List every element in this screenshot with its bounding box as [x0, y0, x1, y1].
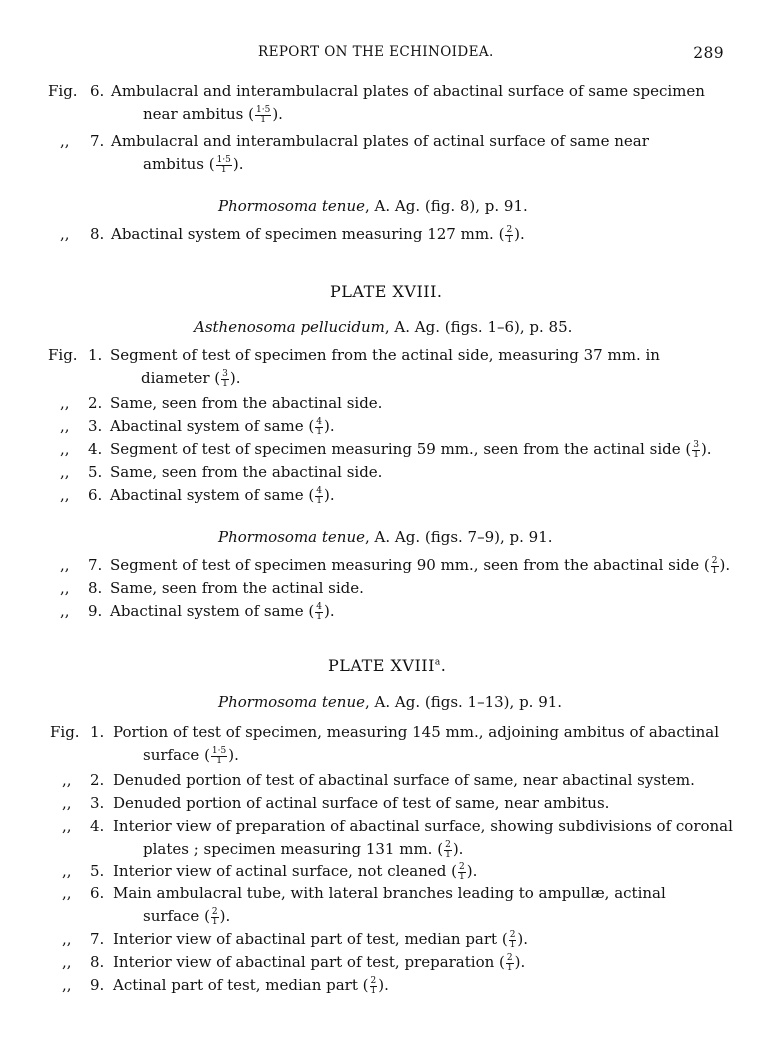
scale-fraction: $\frac{4}{1}$ — [316, 485, 322, 506]
fig-number: 2. — [88, 394, 103, 412]
fig-caption: Abactinal system of same ( $\frac{4}{1}$ ). — [110, 416, 335, 437]
species-heading: Asthenosoma pellucidum, A. Ag. (figs. 1–6), p. 85. — [194, 318, 573, 336]
fig-number: 4. — [90, 817, 105, 835]
page-number: 289 — [693, 44, 724, 62]
ditto-mark: ,, — [60, 440, 70, 458]
fig-number: 2. — [90, 771, 105, 789]
fig-number: 3. — [88, 417, 103, 435]
fig-caption-continued: surface ( $\frac{1\cdot 5}{1}$ ). — [143, 745, 239, 766]
fig-number: 1. — [88, 346, 103, 364]
fig-caption: Segment of test of specimen measuring 90 mm., seen from the abactinal side ( $\frac{2}{1}$ ). — [110, 555, 731, 576]
ditto-mark: ,, — [60, 132, 70, 150]
fig-number: 9. — [88, 602, 103, 620]
fig-number: 6. — [90, 884, 105, 902]
fig-caption-continued: surface ( $\frac{2}{1}$ ). — [143, 906, 231, 927]
fig-caption: Ambulacral and interambulacral plates of abactinal surface of same specimen — [111, 82, 705, 100]
fig-caption: Main ambulacral tube, with lateral branches leading to ampullæ, actinal — [113, 884, 666, 902]
fig-number: 5. — [88, 463, 103, 481]
ditto-mark: ,, — [60, 394, 70, 412]
scale-fraction: $\frac{4}{1}$ — [316, 416, 322, 437]
fig-number: 8. — [90, 225, 105, 243]
ditto-mark: ,, — [62, 794, 72, 812]
scale-fraction: $\frac{2}{1}$ — [509, 929, 516, 950]
scale-fraction: $\frac{2}{1}$ — [506, 224, 513, 245]
fig-caption: Same, seen from the abactinal side. — [110, 394, 383, 412]
fig-caption: Same, seen from the actinal side. — [110, 579, 364, 597]
scale-fraction: $\frac{2}{1}$ — [211, 906, 218, 927]
ditto-mark: ,, — [62, 976, 72, 994]
species-heading: Phormosoma tenue, A. Ag. (fig. 8), p. 91. — [218, 197, 528, 215]
fig-caption-continued: plates ; specimen measuring 131 mm. ( $\frac{2}{1}$ ). — [143, 839, 464, 860]
ditto-mark: ,, — [60, 486, 70, 504]
fig-caption: Abactinal system of specimen measuring 127 mm. ( $\frac{2}{1}$ ). — [111, 224, 525, 245]
fig-caption-continued: ambitus ( $\frac{1\cdot 5}{1}$ ). — [143, 154, 244, 175]
fig-number: 9. — [90, 976, 105, 994]
scale-fraction: $\frac{3}{1}$ — [222, 368, 228, 389]
fig-caption: Actinal part of test, median part ( $\frac{2}{1}$ ). — [113, 975, 389, 996]
ditto-mark: ,, — [62, 862, 72, 880]
fig-caption: Denuded portion of actinal surface of test of same, near ambitus. — [113, 794, 610, 812]
fig-number: 7. — [90, 132, 105, 150]
fig-number: 6. — [90, 82, 105, 100]
fig-caption: Interior view of actinal surface, not cleaned ( $\frac{2}{1}$ ). — [113, 861, 478, 882]
scale-fraction: $\frac{3}{1}$ — [693, 439, 699, 460]
fig-label: Fig. — [50, 723, 80, 741]
scale-fraction: $\frac{2}{1}$ — [458, 861, 465, 882]
scale-fraction: $\frac{2}{1}$ — [506, 952, 513, 973]
fig-number: 7. — [90, 930, 105, 948]
ditto-mark: ,, — [60, 556, 70, 574]
fig-label: Fig. — [48, 82, 78, 100]
scale-fraction: $\frac{1\cdot 5}{1}$ — [256, 104, 271, 125]
ditto-mark: ,, — [60, 579, 70, 597]
scale-fraction: $\frac{1\cdot 5}{1}$ — [216, 154, 231, 175]
fig-caption-continued: diameter ( $\frac{3}{1}$ ). — [141, 368, 241, 389]
fig-number: 3. — [90, 794, 105, 812]
scale-fraction: $\frac{1\cdot 5}{1}$ — [211, 745, 227, 766]
ditto-mark: ,, — [62, 884, 72, 902]
fig-caption: Abactinal system of same ( $\frac{4}{1}$ ). — [110, 485, 335, 506]
scale-fraction: $\frac{2}{1}$ — [711, 555, 718, 576]
ditto-mark: ,, — [62, 771, 72, 789]
species-heading: Phormosoma tenue, A. Ag. (figs. 7–9), p. 91. — [218, 528, 553, 546]
fig-number: 8. — [90, 953, 105, 971]
fig-caption: Interior view of abactinal part of test, median part ( $\frac{2}{1}$ ). — [113, 929, 529, 950]
ditto-mark: ,, — [60, 602, 70, 620]
fig-number: 8. — [88, 579, 103, 597]
ditto-mark: ,, — [62, 953, 72, 971]
fig-number: 5. — [90, 862, 105, 880]
fig-caption: Segment of test of specimen measuring 59 mm., seen from the actinal side ( $\frac{3}{1}$ ). — [110, 439, 712, 460]
fig-caption: Segment of test of specimen from the actinal side, measuring 37 mm. in — [110, 346, 660, 364]
plate-title: PLATE XVIII$^a$. — [328, 656, 447, 675]
ditto-mark: ,, — [60, 463, 70, 481]
ditto-mark: ,, — [60, 417, 70, 435]
running-header: REPORT ON THE ECHINOIDEA. — [258, 44, 494, 60]
fig-number: 1. — [90, 723, 105, 741]
plate-title: PLATE XVIII. — [330, 282, 443, 301]
scale-fraction: $\frac{4}{1}$ — [316, 601, 322, 622]
fig-number: 7. — [88, 556, 103, 574]
fig-caption: Same, seen from the abactinal side. — [110, 463, 383, 481]
scale-fraction: $\frac{2}{1}$ — [445, 839, 451, 860]
fig-number: 6. — [88, 486, 103, 504]
fig-caption: Interior view of preparation of abactinal surface, showing subdivisions of coronal — [113, 817, 733, 835]
species-heading: Phormosoma tenue, A. Ag. (figs. 1–13), p. 91. — [218, 693, 563, 711]
ditto-mark: ,, — [62, 930, 72, 948]
fig-caption: Denuded portion of test of abactinal surface of same, near abactinal system. — [113, 771, 695, 789]
fig-caption-continued: near ambitus ( $\frac{1\cdot 5}{1}$ ). — [143, 104, 283, 125]
fig-caption: Portion of test of specimen, measuring 145 mm., adjoining ambitus of abactinal — [113, 723, 719, 741]
fig-caption: Interior view of abactinal part of test, preparation ( $\frac{2}{1}$ ). — [113, 952, 526, 973]
ditto-mark: ,, — [62, 817, 72, 835]
scale-fraction: $\frac{2}{1}$ — [370, 975, 377, 996]
ditto-mark: ,, — [60, 225, 70, 243]
fig-caption: Ambulacral and interambulacral plates of actinal surface of same near — [111, 132, 649, 150]
fig-number: 4. — [88, 440, 103, 458]
fig-label: Fig. — [48, 346, 78, 364]
fig-caption: Abactinal system of same ( $\frac{4}{1}$ ). — [110, 601, 335, 622]
